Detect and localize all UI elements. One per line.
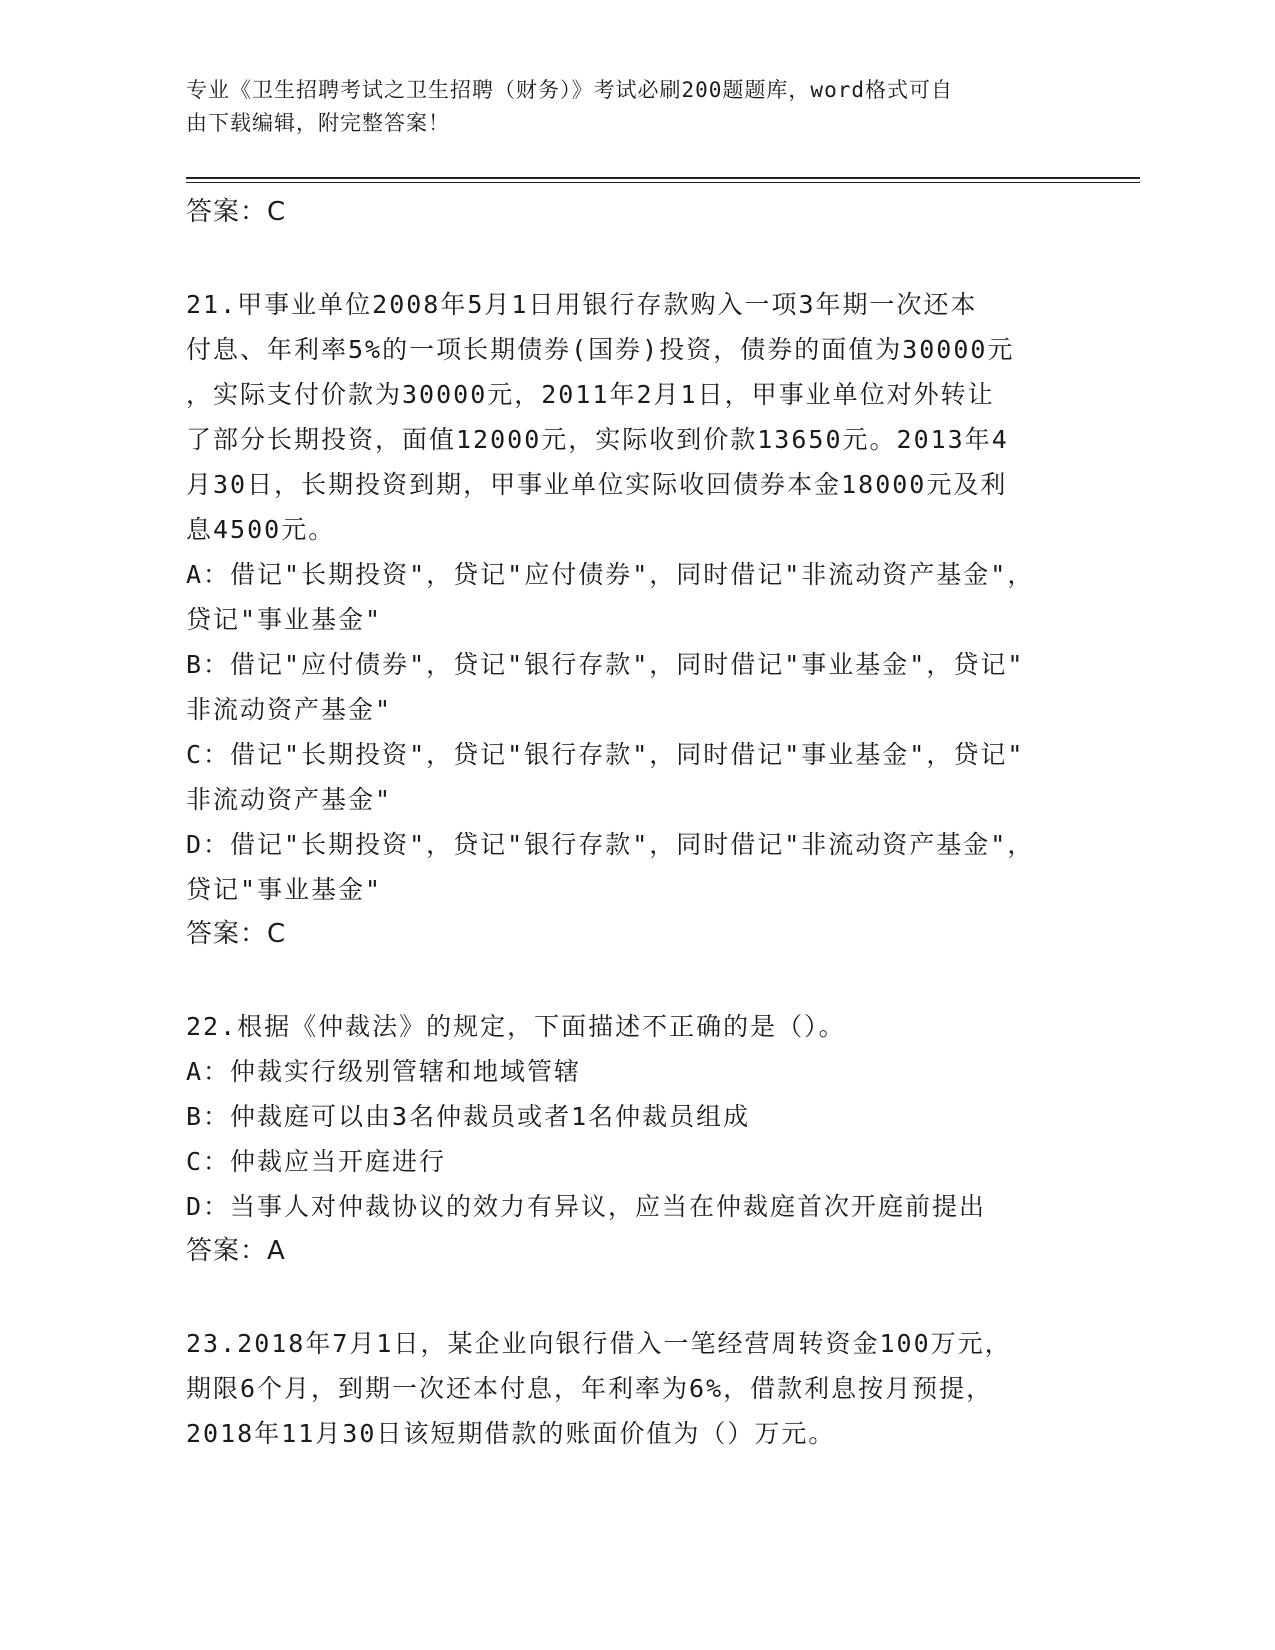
question-22 bbox=[186, 1004, 1086, 1273]
question-21-option-a-line-1: A：借记"长期投资"，贷记"应付债券"，同时借记"非流动资产基金"， bbox=[186, 560, 1035, 589]
question-21-line-6: 息4500元。 bbox=[186, 515, 336, 544]
question-21-option-c-line-1: C：借记"长期投资"，贷记"银行存款"，同时借记"事业基金"，贷记" bbox=[186, 740, 1025, 769]
question-21-answer: 答案：C bbox=[186, 919, 287, 949]
question-23 bbox=[186, 1321, 1086, 1456]
question-22-option-b: B：仲裁庭可以由3名仲裁员或者1名仲裁员组成 bbox=[186, 1102, 751, 1131]
question-22-answer: 答案：A bbox=[186, 1236, 286, 1266]
question-23-line-3: 2018年11月30日该短期借款的账面价值为（）万元。 bbox=[186, 1419, 836, 1448]
question-21-line-3: ，实际支付价款为30000元，2011年2月1日，甲事业单位对外转让 bbox=[186, 380, 995, 409]
question-21-option-d-line-1: D：借记"长期投资"，贷记"银行存款"，同时借记"非流动资产基金"， bbox=[186, 830, 1035, 859]
header-line-1: 专业《卫生招聘考试之卫生招聘（财务）》考试必刷200题题库，word格式可自 bbox=[186, 78, 953, 102]
question-21-option-b-line-2: 非流动资产基金" bbox=[186, 695, 393, 724]
question-21-option-b-line-1: B：借记"应付债券"，贷记"银行存款"，同时借记"事业基金"，贷记" bbox=[186, 650, 1025, 679]
header-rule-thin bbox=[186, 182, 1140, 183]
answer-prev: 答案：C bbox=[186, 197, 287, 227]
question-21-line-4: 了部分长期投资，面值12000元，实际收到价款13650元。2013年4 bbox=[186, 425, 1009, 454]
question-22-option-a: A：仲裁实行级别管辖和地域管辖 bbox=[186, 1057, 582, 1086]
question-22-option-d: D：当事人对仲裁协议的效力有异议，应当在仲裁庭首次开庭前提出 bbox=[186, 1192, 987, 1221]
question-23-line-1: 23.2018年7月1日，某企业向银行借入一笔经营周转资金100万元， bbox=[186, 1329, 1012, 1358]
question-21-option-c-line-2: 非流动资产基金" bbox=[186, 785, 393, 814]
question-21-line-2: 付息、年利率5%的一项长期债券(国券)投资，债券的面值为30000元 bbox=[186, 335, 1015, 364]
question-21 bbox=[186, 282, 1086, 956]
question-23-line-2: 期限6个月，到期一次还本付息，年利率为6%，借款利息按月预提， bbox=[186, 1374, 994, 1403]
question-21-option-d-line-2: 贷记"事业基金" bbox=[186, 875, 383, 904]
document-body bbox=[186, 190, 1086, 1456]
page-header bbox=[186, 74, 1086, 140]
question-22-stem: 22.根据《仲裁法》的规定，下面描述不正确的是（）。 bbox=[186, 1012, 846, 1041]
header-line-2: 由下载编辑，附完整答案！ bbox=[186, 111, 450, 135]
question-22-option-c: C：仲裁应当开庭进行 bbox=[186, 1147, 447, 1176]
question-21-option-a-line-2: 贷记"事业基金" bbox=[186, 605, 383, 634]
question-21-line-5: 月30日，长期投资到期，甲事业单位实际收回债券本金18000元及利 bbox=[186, 470, 1008, 499]
header-rule-thick bbox=[186, 177, 1140, 179]
question-21-line-1: 21.甲事业单位2008年5月1日用银行存款购入一项3年期一次还本 bbox=[186, 290, 978, 319]
